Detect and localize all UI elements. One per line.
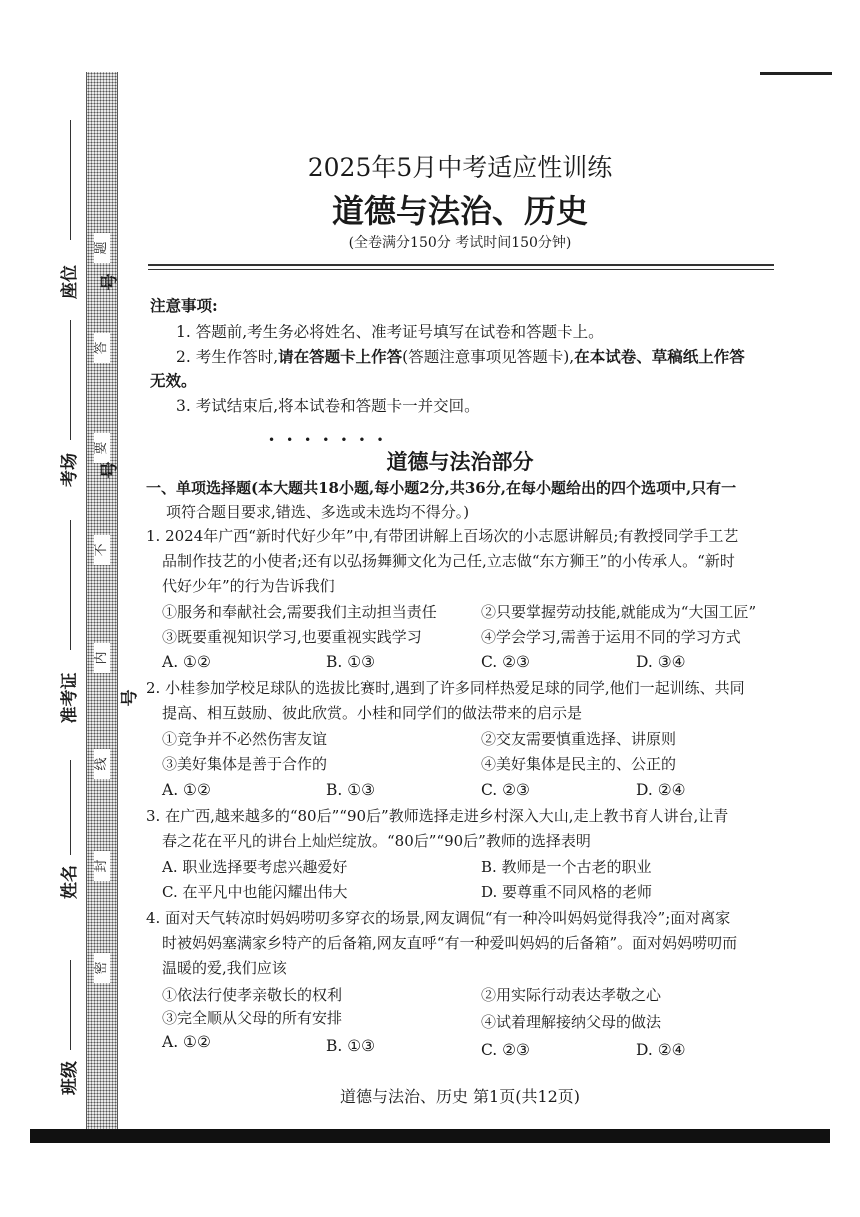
note-2-cont: 无效。 <box>150 371 197 390</box>
q2-stem: 提高、相互鼓励、彼此欣赏。小桂和同学们的做法带来的启示是 <box>162 704 583 722</box>
q2-statement: ①竞争并不必然伤害友谊 <box>162 730 328 748</box>
q2-option-a: A. ①② <box>162 781 211 799</box>
q1-statement: ①服务和奉献社会,需要我们主动担当责任 <box>162 603 437 621</box>
q1-option-c: C. ②③ <box>481 653 530 671</box>
q3-option-c: C. 在平凡中也能闪耀出伟大 <box>162 883 348 901</box>
part1-heading: 一、单项选择题(本大题共18小题,每小题2分,共36分,在每小题给出的四个选项中,只有一 <box>146 479 737 497</box>
q4-option-b: B. ①③ <box>326 1037 376 1055</box>
admission-number-label: 准考证号 <box>60 672 140 724</box>
binding-strip <box>86 72 118 1140</box>
seal-char: 内 <box>94 643 110 673</box>
exam-title: 2025年5月中考适应性训练 <box>307 153 613 182</box>
q3-option-d: D. 要尊重不同风格的老师 <box>481 883 653 901</box>
class-label: 班级 <box>60 1061 80 1095</box>
q1-option-b: B. ①③ <box>326 653 376 671</box>
seal-char: 不 <box>94 535 110 565</box>
notes-heading: 注意事项: <box>150 296 218 315</box>
exam-room-label: 考场号 <box>60 453 120 487</box>
subject-title: 道德与法治、历史 <box>331 192 588 230</box>
name-line <box>70 760 71 855</box>
q3-stem: 3. 在广西,越来越多的“80后”“90后”教师选择走进乡村深入大山,走上教书育人讲台,让青 <box>146 807 729 825</box>
name-label: 姓名 <box>60 865 80 899</box>
q4-stem: 温暖的爱,我们应该 <box>162 959 287 977</box>
note-1: 1. 答题前,考生务必将姓名、准考证号填写在试卷和答题卡上。 <box>176 323 604 341</box>
q4-statement: ④试着理解接纳父母的做法 <box>481 1013 662 1031</box>
seal-char: 答 <box>94 333 110 363</box>
q1-option-a: A. ①② <box>162 653 211 671</box>
exam-room-line <box>70 320 71 440</box>
q1-stem: 1. 2024年广西“新时代好少年”中,有带团讲解上百场次的小志愿讲解员;有教授同学手工艺 <box>146 527 739 545</box>
seat-number-label: 座位号 <box>60 265 120 299</box>
page-footer: 道德与法治、历史 第1页(共12页) <box>339 1087 581 1106</box>
q2-option-b: B. ①③ <box>326 781 376 799</box>
seal-char: 线 <box>94 749 110 779</box>
admission-number-line <box>70 520 71 650</box>
q2-statement: ③美好集体是善于合作的 <box>162 755 328 773</box>
exam-info: (全卷满分150分 考试时间150分钟) <box>348 235 572 251</box>
q1-stem: 代好少年”的行为告诉我们 <box>162 577 335 595</box>
q3-option-a: A. 职业选择要考虑兴趣爱好 <box>162 858 348 876</box>
q4-statement: ③完全顺从父母的所有安排 <box>162 1009 343 1027</box>
q3-option-b: B. 教师是一个古老的职业 <box>481 858 652 876</box>
seal-char: 题 <box>94 233 110 263</box>
seal-char: 密 <box>94 953 110 983</box>
note-2: 2. 考生作答时,请在答题卡上作答(答题注意事项见答题卡),在本试卷、草稿纸上作答 <box>176 347 745 366</box>
q2-statement: ②交友需要慎重选择、讲原则 <box>481 730 677 748</box>
seat-number-line <box>70 120 71 240</box>
q2-option-d: D. ②④ <box>636 781 686 799</box>
q2-stem: 2. 小桂参加学校足球队的选拔比赛时,遇到了许多同样热爱足球的同学,他们一起训练、共同 <box>146 679 745 697</box>
seal-char: 要 <box>94 433 110 463</box>
emphasis-dots: ••••••• <box>268 433 395 447</box>
q1-statement: ④学会学习,需善于运用不同的学习方式 <box>481 628 741 646</box>
scan-bottom-edge <box>30 1129 830 1143</box>
scan-edge-line <box>760 72 832 75</box>
part1-heading-cont: 项符合题目要求,错选、多选或未选均不得分。) <box>166 503 470 521</box>
note-3: 3. 考试结束后,将本试卷和答题卡一并交回。 <box>176 397 480 415</box>
section-title: 道德与法治部分 <box>386 450 534 474</box>
q4-stem: 时被妈妈塞满家乡特产的后备箱,网友直呼“有一种爱叫妈妈的后备箱”。面对妈妈唠叨而 <box>162 934 738 952</box>
q4-option-a: A. ①② <box>162 1033 211 1051</box>
q1-statement: ②只要掌握劳动技能,就能成为“大国工匠” <box>481 603 757 621</box>
q3-stem: 春之花在平凡的讲台上灿烂绽放。“80后”“90后”教师的选择表明 <box>162 832 591 850</box>
header-rule <box>148 264 774 266</box>
seal-char: 封 <box>94 851 110 881</box>
class-line <box>70 960 71 1050</box>
q1-stem: 品制作技艺的小使者;还有以弘扬舞狮文化为己任,立志做“东方狮王”的小传承人。“新时 <box>162 552 735 570</box>
q4-statement: ①依法行使孝亲敬长的权利 <box>162 986 343 1004</box>
q4-stem: 4. 面对天气转凉时妈妈唠叨多穿衣的场景,网友调侃“有一种冷叫妈妈觉得我冷”;面对离家 <box>146 909 731 927</box>
q1-statement: ③既要重视知识学习,也要重视实践学习 <box>162 628 422 646</box>
q4-option-c: C. ②③ <box>481 1041 530 1059</box>
q1-option-d: D. ③④ <box>636 653 686 671</box>
q4-option-d: D. ②④ <box>636 1041 686 1059</box>
q4-statement: ②用实际行动表达孝敬之心 <box>481 986 662 1004</box>
header-rule <box>148 269 774 270</box>
q2-statement: ④美好集体是民主的、公正的 <box>481 755 677 773</box>
q2-option-c: C. ②③ <box>481 781 530 799</box>
